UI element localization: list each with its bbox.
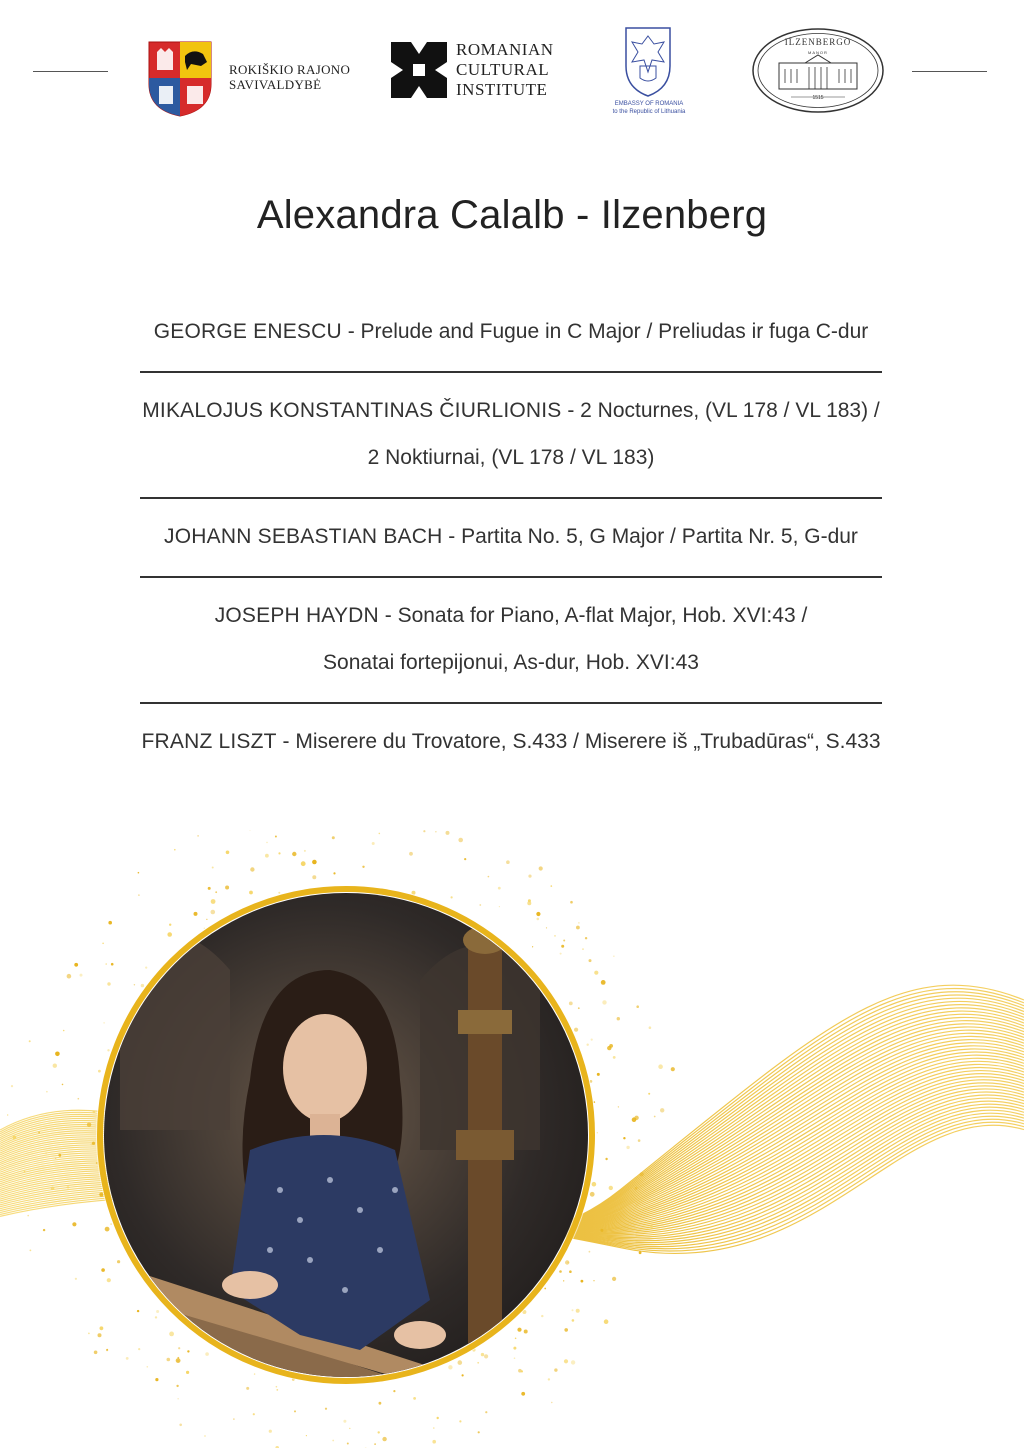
glitter-dot: [589, 1251, 591, 1253]
glitter-dot: [582, 948, 584, 950]
program-item-composer: JOHANN SEBASTIAN BACH: [164, 525, 443, 548]
glitter-dot: [111, 963, 114, 966]
glitter-dot: [98, 1333, 102, 1337]
glitter-dot: [98, 1070, 101, 1073]
glitter-dot: [576, 926, 580, 930]
glitter-dot: [451, 896, 453, 898]
glitter-dot: [459, 1420, 461, 1422]
glitter-dot: [593, 1280, 594, 1281]
glitter-dot: [88, 1333, 90, 1335]
program-item-composer: FRANZ LISZT: [141, 730, 277, 753]
glitter-dot: [541, 1315, 543, 1317]
header-rule-left: [33, 71, 108, 72]
glitter-dot: [514, 1357, 516, 1359]
glitter-dot: [53, 1064, 57, 1068]
glitter-dot: [379, 833, 381, 835]
glitter-dot: [179, 1424, 182, 1427]
glitter-dot: [24, 1171, 26, 1173]
glitter-dot: [167, 932, 172, 937]
glitter-dot: [11, 1085, 13, 1087]
glitter-dot: [581, 1280, 584, 1283]
glitter-dot: [246, 1387, 249, 1390]
embassy-logo-text: [594, 100, 704, 116]
glitter-dot: [306, 1435, 307, 1436]
ilzenberg-manor-logo: [751, 27, 885, 114]
glitter-dot: [601, 980, 606, 985]
glitter-dot: [269, 1430, 272, 1433]
glitter-dot: [266, 842, 267, 843]
glitter-dot: [433, 1427, 435, 1429]
glitter-dot: [108, 921, 112, 925]
glitter-dot: [648, 1093, 650, 1095]
glitter-dot: [432, 1440, 436, 1444]
decorative-artwork: [0, 830, 1024, 1448]
rokiskis-coat-of-arms-icon: [147, 40, 213, 118]
glitter-dot: [94, 1351, 98, 1355]
glitter-dot: [524, 1330, 528, 1334]
glitter-dot: [106, 1349, 108, 1351]
glitter-dot: [372, 842, 375, 845]
glitter-dot: [658, 1064, 663, 1069]
glitter-dot: [233, 1418, 234, 1419]
glitter-dot: [332, 836, 335, 839]
glitter-dot: [551, 885, 553, 887]
glitter-dot: [107, 1049, 109, 1051]
program-item-work-line-2: 2 Noktiurnai, (VL 178 / VL 183): [367, 446, 655, 469]
glitter-dot: [134, 984, 135, 985]
glitter-dot: [570, 901, 573, 904]
glitter-dot: [572, 1309, 574, 1311]
glitter-dot: [435, 831, 436, 832]
rokiskis-logo-text: [229, 62, 350, 92]
glitter-dot: [169, 924, 171, 926]
embassy-line-2: to the Republic of Lithuania: [612, 109, 686, 115]
program-item-composer: MIKALOJUS KONSTANTINAS ČIURLIONIS: [142, 399, 562, 422]
glitter-dot: [548, 1378, 550, 1380]
glitter-dot: [105, 1227, 110, 1232]
glitter-dot: [544, 1288, 546, 1290]
glitter-dot: [477, 1362, 479, 1364]
embassy-of-romania-emblem-icon: [618, 22, 678, 100]
glitter-dot: [138, 894, 140, 896]
glitter-dot: [45, 1152, 47, 1154]
glitter-dot: [564, 1359, 568, 1363]
glitter-dot: [265, 854, 269, 858]
glitter-dot: [591, 1039, 593, 1041]
glitter-dot: [78, 1098, 80, 1100]
rokiskis-line-2: SAVIVALDYBĖ: [229, 77, 322, 92]
glitter-dot: [187, 1350, 189, 1352]
glitter-dot: [102, 943, 104, 945]
glitter-dot: [80, 974, 83, 977]
glitter-dot: [617, 1017, 620, 1020]
glitter-dot: [147, 1366, 149, 1368]
glitter-dot: [275, 836, 277, 838]
glitter-dot: [126, 1357, 129, 1360]
program-item-work: - Miserere du Trovatore, S.433 / Miserere iš „Trubadūras“, S.433: [276, 730, 881, 753]
glitter-dot: [578, 1007, 580, 1009]
program-item-work: - 2 Nocturnes, (VL 178 / VL 183) /: [561, 399, 880, 422]
glitter-dot: [13, 1136, 17, 1140]
glitter-dot: [278, 892, 280, 894]
glitter-dot: [378, 1431, 380, 1433]
glitter-dot: [423, 830, 425, 832]
glitter-dot: [626, 1146, 629, 1149]
glitter-dot: [332, 1440, 334, 1442]
glitter-dot: [74, 963, 78, 967]
program-item: [140, 584, 882, 696]
glitter-dot: [343, 1420, 346, 1423]
glitter-dot: [640, 1172, 644, 1176]
program-divider: [140, 497, 882, 499]
program-item-composer: GEORGE ENESCU: [153, 320, 342, 343]
glitter-dot: [103, 1022, 104, 1023]
glitter-dot: [110, 1223, 111, 1224]
program-item-work: - Sonata for Piano, A-flat Major, Hob. XVI:43 /: [378, 604, 808, 627]
glitter-dot: [138, 1348, 140, 1350]
glitter-dot: [206, 919, 207, 920]
glitter-dot: [554, 1368, 557, 1371]
glitter-dot: [478, 1431, 480, 1433]
glitter-dot: [613, 1056, 616, 1059]
glitter-dot: [654, 1116, 656, 1118]
glitter-dot: [649, 1026, 652, 1029]
rci-line-3: INSTITUTE: [456, 80, 548, 99]
glitter-dot: [55, 1158, 56, 1159]
glitter-dot: [597, 1132, 598, 1133]
glitter-dot: [546, 927, 547, 928]
program-item-work: - Partita No. 5, G Major / Partita Nr. 5, G-dur: [442, 525, 858, 548]
glitter-dot: [446, 831, 450, 835]
glitter-dot: [349, 1428, 350, 1429]
glitter-dot: [600, 1229, 603, 1232]
program-item: [140, 710, 882, 775]
glitter-dot: [226, 851, 230, 855]
glitter-dot: [563, 940, 565, 942]
glitter-dot: [382, 1437, 386, 1441]
glitter-dot: [564, 1328, 568, 1332]
glitter-dot: [155, 1316, 157, 1318]
partner-logos: [0, 0, 1024, 150]
program-item: [140, 505, 882, 570]
glitter-dot: [513, 1347, 516, 1350]
glitter-dot: [301, 861, 306, 866]
glitter-dot: [594, 971, 598, 975]
glitter-dot: [563, 1280, 564, 1281]
glitter-dot: [660, 1108, 664, 1112]
glitter-dot: [211, 910, 216, 915]
rci-logo-text: [456, 40, 554, 100]
glitter-dot: [29, 1040, 31, 1042]
glitter-dot: [638, 1139, 641, 1142]
glitter-dot: [609, 1044, 613, 1048]
glitter-dot: [560, 953, 562, 955]
glitter-dot: [117, 1260, 120, 1263]
glitter-dot: [499, 906, 500, 907]
glitter-dot: [58, 1154, 61, 1157]
glitter-dot: [464, 858, 466, 860]
glitter-dot: [572, 1319, 575, 1322]
glitter-dot: [38, 1132, 40, 1134]
glitter-dot: [565, 1260, 569, 1264]
glitter-dot: [87, 1123, 91, 1127]
glitter-dot: [178, 1347, 180, 1349]
glitter-dot: [212, 867, 214, 869]
glitter-dot: [294, 1410, 296, 1412]
glitter-dot: [197, 835, 199, 837]
glitter-dot: [169, 1332, 174, 1337]
glitter-dot: [458, 1360, 463, 1365]
rokiskis-line-1: ROKIŠKIO RAJONO: [229, 62, 351, 77]
glitter-dot: [537, 918, 540, 921]
glitter-dot: [590, 1192, 595, 1197]
glitter-dot: [250, 867, 254, 871]
glitter-dot: [554, 935, 555, 936]
glitter-dot: [636, 1005, 639, 1008]
glitter-dot: [276, 1389, 278, 1391]
glitter-dot: [569, 1270, 572, 1273]
glitter-dot: [602, 1000, 606, 1004]
glitter-dot: [671, 1067, 675, 1071]
glitter-dot: [448, 1365, 452, 1369]
glitter-dot: [592, 1182, 597, 1187]
glitter-dot: [178, 1398, 179, 1399]
glitter-dot: [539, 866, 543, 870]
glitter-dot: [167, 1358, 171, 1362]
glitter-dot: [204, 1435, 206, 1437]
glitter-dot: [589, 959, 592, 962]
program-divider: [140, 371, 882, 373]
glitter-dot: [278, 852, 280, 854]
glitter-dot: [574, 1028, 578, 1032]
glitter-dot: [362, 866, 364, 868]
glitter-dot: [498, 887, 501, 890]
program-divider: [140, 702, 882, 704]
glitter-dot: [176, 1385, 178, 1387]
glitter-dot: [156, 1310, 159, 1313]
glitter-dot: [632, 1117, 637, 1122]
glitter-dot: [211, 899, 216, 904]
glitter-dot: [186, 1371, 189, 1374]
glitter-dot: [208, 887, 211, 890]
glitter-dot: [639, 1251, 642, 1254]
glitter-dot: [67, 974, 72, 979]
glitter-dot: [62, 1084, 64, 1086]
glitter-dot: [393, 1390, 395, 1392]
glitter-dot: [597, 1073, 600, 1076]
glitter-dot: [635, 1187, 638, 1190]
glitter-dot: [225, 886, 229, 890]
glitter-dot: [559, 1270, 562, 1273]
program-divider: [140, 576, 882, 578]
glitter-dot: [623, 1137, 625, 1139]
glitter-dot: [479, 904, 481, 906]
glitter-dot: [462, 1374, 464, 1376]
glitter-dot: [585, 937, 587, 939]
rci-line-2: CULTURAL: [456, 60, 550, 79]
glitter-dot: [92, 1142, 95, 1145]
glitter-dot: [204, 928, 205, 929]
glitter-dot: [138, 872, 140, 874]
glitter-dot: [107, 982, 110, 985]
glitter-dot: [176, 1358, 181, 1363]
glitter-dot: [521, 1392, 525, 1396]
glitter-dot: [551, 1402, 552, 1403]
glitter-dot: [75, 1278, 77, 1280]
program-item-composer: JOSEPH HAYDN: [214, 604, 379, 627]
glitter-dot: [347, 1443, 349, 1445]
glitter-dot: [605, 1158, 607, 1160]
glitter-dot: [612, 1277, 616, 1281]
glitter-dot: [517, 1328, 521, 1332]
glitter-dot: [561, 945, 564, 948]
glitter-dot: [604, 1319, 609, 1324]
glitter-dot: [46, 1091, 48, 1093]
glitter-dot: [458, 838, 463, 843]
ilzenberg-logo-year: 1515: [812, 95, 824, 101]
glitter-dot: [650, 1225, 653, 1228]
glitter-dot: [506, 860, 510, 864]
glitter-dot: [55, 1052, 60, 1057]
glitter-dot: [254, 1373, 255, 1374]
glitter-dot: [528, 899, 531, 902]
glitter-dot: [312, 875, 316, 879]
glitter-dot: [292, 852, 296, 856]
glitter-dot: [613, 956, 614, 957]
ilzenberg-logo-top: ILZENBERGO: [784, 37, 852, 47]
glitter-dot: [618, 1106, 619, 1107]
glitter-dot: [101, 1268, 105, 1272]
glitter-dot: [27, 1215, 29, 1217]
glitter-dot: [304, 850, 306, 852]
romanian-cultural-institute-icon: [391, 42, 447, 98]
glitter-dot: [93, 1111, 96, 1114]
glitter-dot: [413, 1397, 416, 1400]
ilzenberg-logo-sub: MANOR: [808, 50, 828, 55]
glitter-dot: [105, 963, 107, 965]
glitter-dot: [576, 1309, 580, 1313]
glitter-dot: [137, 1310, 139, 1312]
glitter-dot: [409, 852, 413, 856]
glitter-dot: [249, 891, 253, 895]
glitter-dot: [609, 1186, 613, 1190]
glitter-dot: [515, 1338, 517, 1340]
glitter-dot: [312, 860, 317, 865]
glitter-dot: [96, 1162, 98, 1164]
glitter-dot: [51, 1187, 55, 1191]
header-rule-right: [912, 71, 987, 72]
program-item-work: - Prelude and Fugue in C Major / Preliudas ir fuga C-dur: [341, 320, 869, 343]
glitter-dot: [215, 891, 217, 893]
glitter-dot: [253, 1413, 255, 1415]
glitter-dot: [72, 1222, 76, 1226]
glitter-dot: [528, 875, 531, 878]
program-item: [140, 379, 882, 491]
glitter-dot: [437, 1417, 439, 1419]
glitter-dot: [536, 912, 540, 916]
glitter-dot: [63, 1030, 65, 1032]
program-item: [140, 300, 882, 365]
glitter-dot: [194, 912, 198, 916]
glitter-dot: [145, 967, 147, 969]
glitter-dot: [107, 1278, 111, 1282]
glitter-dot: [325, 1408, 327, 1410]
glitter-dot: [7, 1114, 8, 1115]
concert-program: [140, 300, 882, 775]
glitter-dot: [141, 984, 144, 987]
glitter-dot: [100, 1326, 104, 1330]
glitter-dot: [155, 1378, 158, 1381]
page-title: Alexandra Calalb - Ilzenberg: [256, 193, 768, 237]
glitter-dot: [333, 872, 335, 874]
glitter-dot: [532, 946, 533, 947]
glitter-dot: [43, 1229, 45, 1231]
glitter-dot: [481, 1353, 484, 1356]
glitter-dot: [571, 1360, 575, 1364]
glitter-dot: [587, 1044, 589, 1046]
glitter-dot: [30, 1250, 32, 1252]
glitter-dot: [67, 1186, 70, 1189]
glitter-dot: [484, 1354, 488, 1358]
glitter-dot: [488, 876, 490, 878]
rci-line-1: ROMANIAN: [456, 40, 554, 59]
glitter-dot: [379, 1402, 382, 1405]
glitter-dot: [276, 1386, 278, 1388]
glitter-dot: [521, 1370, 523, 1372]
program-item-work-line-2: Sonatai fortepijonui, As-dur, Hob. XVI:43: [323, 651, 699, 674]
glitter-dot: [205, 1352, 209, 1356]
embassy-line-1: EMBASSY OF ROMANIA: [614, 101, 684, 107]
glitter-dot: [569, 1002, 573, 1006]
glitter-dot: [485, 1411, 487, 1413]
glitter-dot: [578, 922, 579, 923]
glitter-dot: [374, 1443, 376, 1445]
glitter-dot: [174, 849, 176, 851]
